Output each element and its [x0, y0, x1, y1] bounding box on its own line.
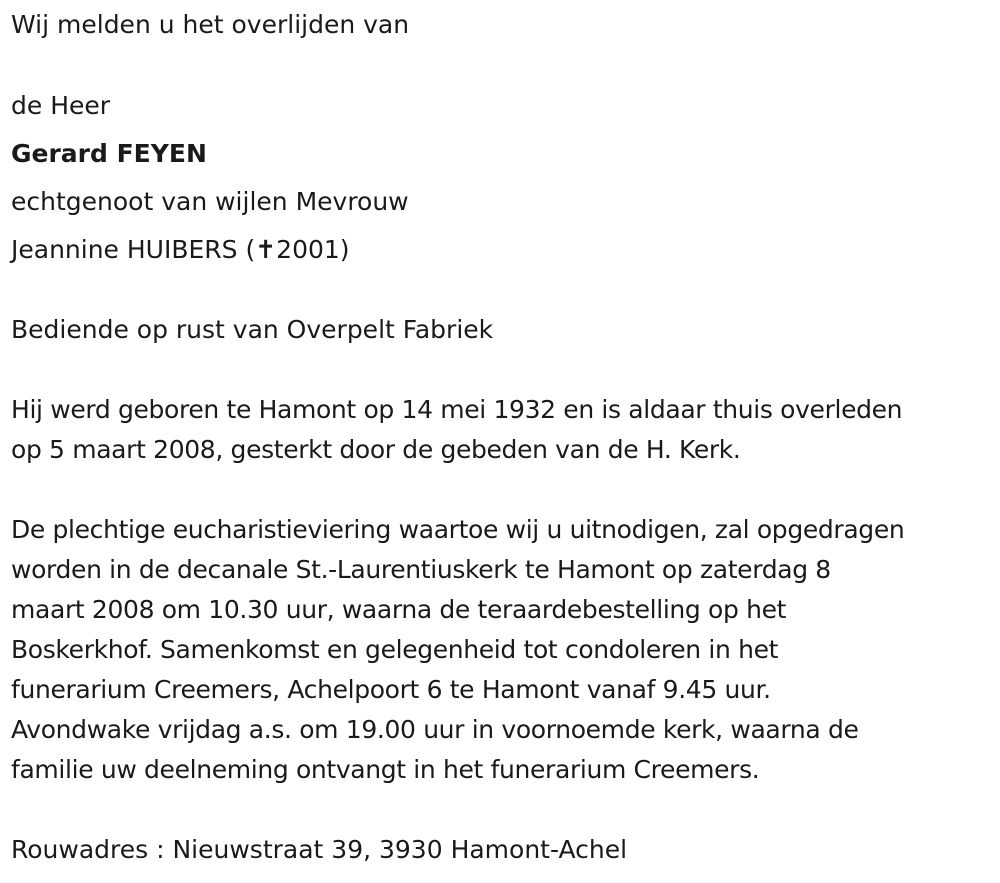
ceremony-paragraph [11, 510, 904, 790]
paragraph-line: De plechtige eucharistieviering waartoe wij u uitnodigen, zal opgedragen [11, 515, 905, 544]
paragraph-line: Boskerkhof. Samenkomst en gelegenheid tot condoleren in het [11, 635, 779, 664]
occupation: Bediende op rust van Overpelt Fabriek [11, 315, 494, 344]
paragraph-line: maart 2008 om 10.30 uur, waarna de teraardebestelling op het [11, 595, 787, 624]
deceased-name: Gerard FEYEN [11, 139, 207, 168]
spouse-line: echtgenoot van wijlen Mevrouw [11, 187, 409, 216]
paragraph-line: op 5 maart 2008, gesterkt door de gebeden van de H. Kerk. [11, 435, 741, 464]
paragraph-line: Avondwake vrijdag a.s. om 19.00 uur in voornoemde kerk, waarna de [11, 715, 859, 744]
salutation: de Heer [11, 91, 111, 120]
paragraph-line: funerarium Creemers, Achelpoort 6 te Hamont vanaf 9.45 uur. [11, 675, 771, 704]
paragraph-line: worden in de decanale St.-Laurentiuskerk te Hamont op zaterdag 8 [11, 555, 831, 584]
intro-text: Wij melden u het overlijden van [11, 10, 410, 39]
paragraph-line: Hij werd geboren te Hamont op 14 mei 1932 en is aldaar thuis overleden [11, 395, 903, 424]
mourning-address: Rouwadres : Nieuwstraat 39, 3930 Hamont-Achel [11, 835, 628, 864]
spouse-name: Jeannine HUIBERS (✝2001) [11, 235, 350, 264]
paragraph-line: familie uw deelneming ontvangt in het funerarium Creemers. [11, 755, 760, 784]
birth-death-paragraph [11, 390, 902, 470]
